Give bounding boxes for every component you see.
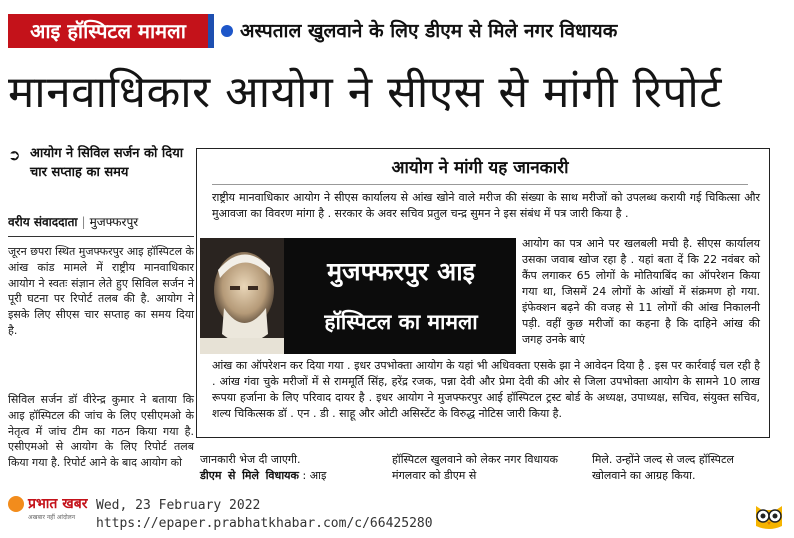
byline-author: वरीय संवाददाता <box>8 215 78 229</box>
info-box-paragraph: राष्ट्रीय मानवाधिकार आयोग ने सीएस कार्यालय से आंख खोने वाले मरीज की संख्या के साथ मरीजों को उपलब्ध करायी गई चिकित्सा और मुआवजा का विवरण मांगा है . सरकार के अवर सचिव प्रतुल चन्द्र सुमन ने इस संबंध में पत्र जारी किया है . <box>212 191 760 220</box>
kicker-divider <box>208 14 214 48</box>
logo-text: प्रभात खबर <box>28 496 88 512</box>
page-title: मानवाधिकार आयोग ने सीएस से मांगी रिपोर्ट <box>8 67 722 118</box>
divider <box>8 236 194 237</box>
info-box-paragraph: आयोग का पत्र आने पर खलबली मची है. सीएस कार्यालय उसका जवाब खोज रहा है . यहां बता दें कि 22 नवंबर को कैंप लगाकर 65 लोगों के मोतियाबिंद का ऑपरेशन किया गया था, जिसमें 24 लोगों के आंखों में संक्रमण हो गया. इंफेक्शन बढ़ने की वजह से 11 लोगों की आंख निकालनी पड़ी. वहीं कुछ मरीजों का कहना है कि दाहिने आंख की जगह उनके बाएं <box>522 237 760 346</box>
info-box-title: आयोग ने मांगी यह जानकारी <box>391 158 569 178</box>
logo-tagline: अखबार नहीं आंदोलन <box>28 514 76 521</box>
promo-graphic <box>200 238 516 354</box>
deck-text: आयोग ने सिविल सर्जन को दिया चार सप्ताह का समय <box>30 146 184 180</box>
subheadline: अस्पताल खुलवाने के लिए डीएम से मिले नगर विधायक <box>240 20 618 42</box>
info-box-paragraph: आंख का ऑपरेशन कर दिया गया . इधर उपभोक्ता आयोग के यहां भी अधिवक्ता एसके झा ने आवेदन दिया है . इस पर कार्रवाई चल रही है . आंख गंवा चुके मरीजों में से राममूर्ति सिंह, हरेंद्र रजक, पन्ना देवी और प्रेमा देवी की ओर से जिला उपभोक्ता आयोग के सामने 10 लाख रूपया हर्जाना के लिए परिवाद दायर है . इधर आयोग ने मुजफ्फरपुर आई हॉस्पिटल ट्रस्ट बोर्ड के अध्यक्ष, उपाध्यक्ष, सचिव, संयुक्त सचिव, शल्य चिकित्सक डॉ . एन . डी . साहू और ओटी असिस्टेंट के विरुद्ध नोटिस जारी किया है. <box>212 359 760 420</box>
inline-text: : आइ <box>299 469 327 482</box>
article-paragraph: मिले. उन्होंने जल्द से जल्द हॉस्पिटल खोलवाने का आग्रह किया. <box>592 453 734 482</box>
byline-separator-icon: | <box>81 215 86 229</box>
inline-subhead: डीएम से मिले विधायक <box>200 469 299 482</box>
promo-line-1: मुजफ्फरपुर आइ <box>327 257 475 286</box>
article-paragraph <box>200 468 380 484</box>
article-paragraph: जानकारी भेज दी जाएगी. <box>200 453 301 466</box>
sun-icon <box>8 496 24 512</box>
byline <box>8 212 198 232</box>
arrow-right-icon: ➲ <box>8 146 21 164</box>
article-paragraph: जूरन छपरा स्थित मुजफ्फरपुर आइ हॉस्पिटल के आंख कांड मामले में राष्ट्रीय मानवाधिकार आयोग ने स्वतः संज्ञान लेते हुए सिविल सर्जन ने पूरी घटना पर रिपोर्ट तलब की है. आयोग ने इसके लिए सीएस चार सप्ताह का समय दिया है. <box>8 245 194 337</box>
publish-date: Wed, 23 February 2022 <box>96 498 261 513</box>
promo-line-2: हॉस्पिटल का मामला <box>324 310 478 334</box>
publication-logo[interactable] <box>8 494 96 526</box>
article-paragraph: हॉस्पिटल खुलवाने को लेकर नगर विधायक मंगलवार को डीएम से <box>392 453 558 482</box>
article-paragraph: सिविल सर्जन डॉ वीरेन्द्र कुमार ने बताया कि आइ हॉस्पिटल की जांच के लिए एसीएमओ के नेतृत्व में जांच टीम का गठन किया गया है. एसीएमओ से आयोग के लिए रिपोर्ट तलब किया गया है. रिपोर्ट आने के बाद आयोग को <box>8 393 194 470</box>
byline-place: मुजफ्फरपुर <box>89 215 139 229</box>
divider <box>212 184 748 185</box>
person-photo <box>200 238 284 354</box>
bullet-icon <box>221 25 233 37</box>
owl-icon[interactable] <box>752 498 786 532</box>
source-link[interactable]: https://epaper.prabhatkhabar.com/c/66425280 <box>96 516 433 531</box>
section-kicker: आइ हॉस्पिटल मामला <box>8 14 208 48</box>
